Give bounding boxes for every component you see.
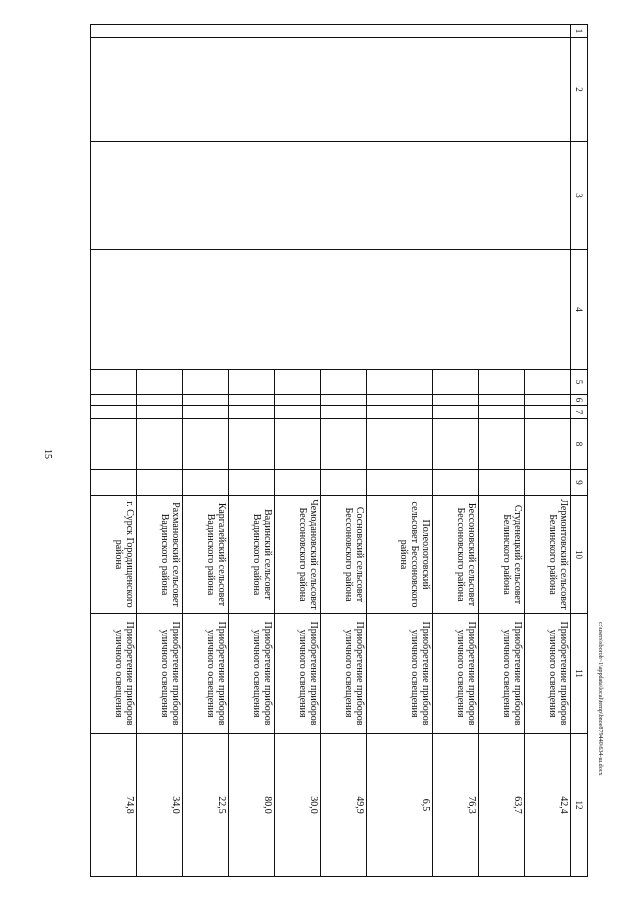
amount-cell: 34,0 <box>137 734 183 877</box>
empty-cell <box>274 395 320 406</box>
empty-cell <box>525 406 571 419</box>
empty-cell <box>91 395 137 406</box>
empty-cell <box>479 406 525 419</box>
empty-cell <box>137 370 183 395</box>
empty-cell <box>366 419 432 470</box>
empty-cell <box>274 419 320 470</box>
data-table <box>90 24 588 877</box>
amount-cell: 42,4 <box>525 734 571 877</box>
rotated-table-container <box>90 24 588 876</box>
empty-cell <box>91 142 571 250</box>
column-number-row <box>571 25 588 877</box>
empty-cell <box>366 406 432 419</box>
empty-cell <box>228 406 274 419</box>
empty-cell <box>183 370 229 395</box>
locality-cell: Студенецкий сельсовет Белинского района <box>479 496 525 614</box>
empty-cell <box>525 370 571 395</box>
column-number-12: 12 <box>571 734 588 877</box>
activity-cell: Приобретение приборов уличного освещения <box>183 614 229 734</box>
empty-cell <box>320 406 366 419</box>
amount-cell: 6,5 <box>366 734 432 877</box>
locality-cell: Каргалейский сельсовет Вадинского района <box>183 496 229 614</box>
empty-cell <box>91 419 137 470</box>
column-number-8: 8 <box>571 419 588 470</box>
empty-cell <box>433 470 479 496</box>
empty-cell <box>479 419 525 470</box>
table-body <box>91 25 588 877</box>
empty-cell <box>320 470 366 496</box>
empty-cell <box>91 370 137 395</box>
empty-cell <box>525 419 571 470</box>
locality-cell: Сосновский сельсовет Бессоновского района <box>320 496 366 614</box>
empty-cell <box>366 470 432 496</box>
empty-cell <box>91 250 571 370</box>
column-number-11: 11 <box>571 614 588 734</box>
activity-cell: Приобретение приборов уличного освещения <box>479 614 525 734</box>
activity-cell: Приобретение приборов уличного освещения <box>91 614 137 734</box>
column-number-2: 2 <box>571 38 588 142</box>
column-number-6: 6 <box>571 395 588 406</box>
empty-cell <box>91 25 571 38</box>
locality-cell: г. Сурск Городищенского района <box>91 496 137 614</box>
empty-cell <box>525 395 571 406</box>
empty-cell <box>228 470 274 496</box>
amount-cell: 80,0 <box>228 734 274 877</box>
empty-cell <box>91 470 137 496</box>
amount-cell: 63,7 <box>479 734 525 877</box>
empty-cell <box>479 370 525 395</box>
locality-cell: Вадинский сельсовет Вадинского района <box>228 496 274 614</box>
amount-cell: 30,0 <box>274 734 320 877</box>
empty-cell <box>274 370 320 395</box>
amount-cell: 76,3 <box>433 734 479 877</box>
amount-cell: 22,5 <box>183 734 229 877</box>
empty-cell <box>183 470 229 496</box>
empty-cell <box>137 406 183 419</box>
empty-cell <box>320 419 366 470</box>
empty-cell <box>525 470 571 496</box>
empty-cell <box>183 419 229 470</box>
page-number: 15 <box>42 449 53 459</box>
footer-file-path: c:\users\sboroh~1\appdata\local\temp\bnoe879440\634-ш.docx <box>597 622 604 776</box>
column-number-3: 3 <box>571 142 588 250</box>
empty-cell <box>137 419 183 470</box>
empty-cell <box>433 395 479 406</box>
empty-cell <box>137 470 183 496</box>
activity-cell: Приобретение приборов уличного освещения <box>137 614 183 734</box>
activity-cell: Приобретение приборов уличного освещения <box>366 614 432 734</box>
column-number-7: 7 <box>571 406 588 419</box>
activity-cell: Приобретение приборов уличного освещения <box>320 614 366 734</box>
locality-cell: Полеологовский сельсовет Бессоновского района <box>366 496 432 614</box>
empty-cell <box>433 370 479 395</box>
locality-cell: Чемодановский сельсовет Бессоновского района <box>274 496 320 614</box>
activity-cell: Приобретение приборов уличного освещения <box>525 614 571 734</box>
empty-cell <box>274 470 320 496</box>
locality-cell: Лермонтовский сельсовет Белинского района <box>525 496 571 614</box>
empty-cell <box>183 406 229 419</box>
empty-cell <box>479 470 525 496</box>
column-number-1: 1 <box>571 25 588 38</box>
table-row <box>525 25 571 877</box>
empty-cell <box>91 406 137 419</box>
empty-cell <box>320 395 366 406</box>
activity-cell: Приобретение приборов уличного освещения <box>274 614 320 734</box>
empty-cell <box>228 419 274 470</box>
empty-cell <box>228 395 274 406</box>
activity-cell: Приобретение приборов уличного освещения <box>228 614 274 734</box>
column-number-5: 5 <box>571 370 588 395</box>
empty-cell <box>433 406 479 419</box>
empty-cell <box>228 370 274 395</box>
locality-cell: Рахмановский сельсовет Вадинского района <box>137 496 183 614</box>
empty-cell <box>366 395 432 406</box>
empty-cell <box>366 370 432 395</box>
empty-cell <box>479 395 525 406</box>
column-number-4: 4 <box>571 250 588 370</box>
amount-cell: 49,9 <box>320 734 366 877</box>
activity-cell: Приобретение приборов уличного освещения <box>433 614 479 734</box>
column-number-10: 10 <box>571 496 588 614</box>
empty-cell <box>433 419 479 470</box>
empty-cell <box>91 38 571 142</box>
amount-cell: 74,8 <box>91 734 137 877</box>
empty-cell <box>137 395 183 406</box>
locality-cell: Бессоновский сельсовет Бессоновского района <box>433 496 479 614</box>
empty-cell <box>183 395 229 406</box>
column-number-9: 9 <box>571 470 588 496</box>
empty-cell <box>320 370 366 395</box>
empty-cell <box>274 406 320 419</box>
